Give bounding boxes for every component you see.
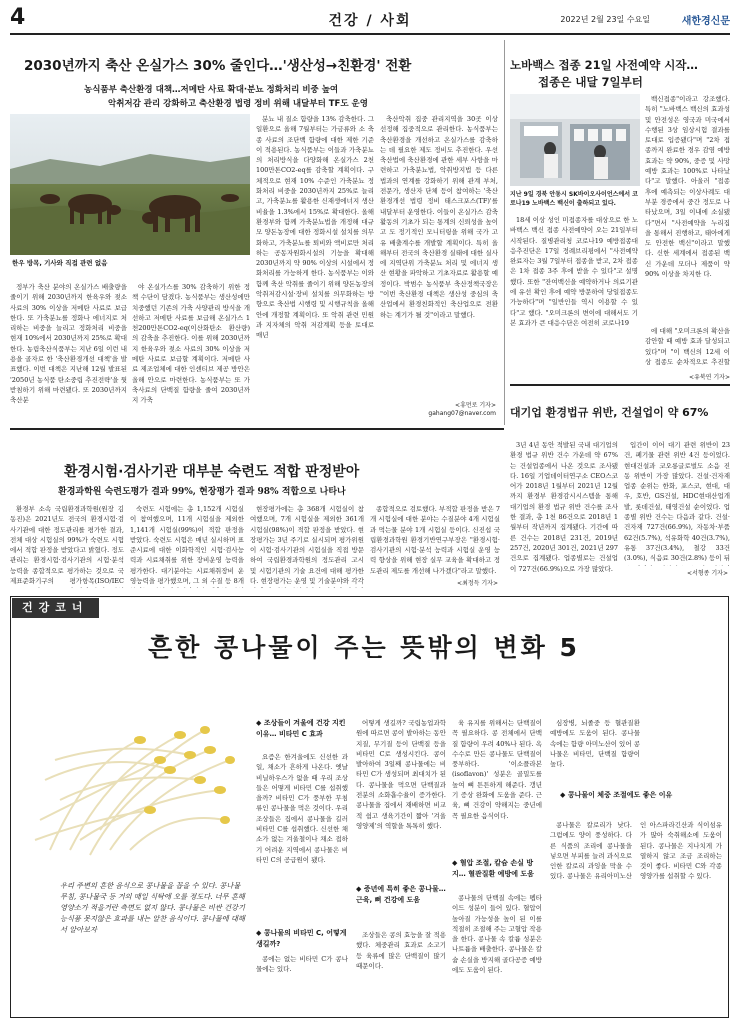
divider-1 (504, 40, 505, 425)
article2-column-right: 백신접종"이라고 강조했다. 특히 "노바백스 백신의 효과성 및 안전성은 영국과 미국에서 수행된 3상 임상시험 결과를 토대로 입증됐다"며 "2차 접종까지 완료한 경우 감염 예방 효과는 약 90%, 중증 및 사망 예방 효과는 100%로 나타났다"고 말했다. 아울러 "접종 후에 예측되는 이상사례도 대부분 경증에서 중간 정도로 나타났으며, 3일 이내에 소실됐다"면서 "사전예약을 누리집을 통해서 진행하고, 태아에게도 안전한 백신"이라고 말했다. 신한 세계에서 접종된 백신 가운데 모더나 제품이 약 90% 이상을 차지한 다. (645, 95, 730, 279)
corner-column-4b: 콩나물은 칼로리가 낮다. 그럼에도 양이 풍성하다. 다른 식품의 조리에 콩나물을 넣으면 부피를 늘려 과식으로 인한 칼로리 과잉을 막을 수 있다. 콩나물은 유리아미노산인 아스파라긴산과 식이섬유가 많아 숙취해소에 도움이 된다. 콩나물은 지나치게 가열하지 않고 조금 조리하는 것이 좋다. 비타민 C와 각종 영양가를 섭취할 수 있다. (550, 821, 722, 881)
article1-byline: <휴먼로 기자> (455, 402, 496, 409)
article3-column-1: 3년 4년 동안 적발된 국내 대기업의 환경 법규 위반 건수 가운데 약 67%는 건설업종에서 나온 것으로 조사됐다. 16일 기업데이터연구소 CEO스코어가 2018년 1월부터 2021년 12월까지 환경부 환경감시시스템을 통해 대기업의 환경 법규 위반 건수를 조사한 결과, 총 1천 86건으로 2018년 1월부터 작년까지 집계됐다. 기간에 따른 건수는 2018년 231건, 2019년 257건, 2020년 301건, 2021년 297건으로 집계됐다. 업종별로는 건설업이 727건(66.9%)으로 가장 많았다. (510, 441, 618, 572)
corner-column-4: 심장병, 뇌졸중 등 혈관질환 예방에도 도움이 된다. 콩나물 속에는 함량 아미노산이 있어 콩나물은 비타민, 단백질 함량이 높다. (550, 719, 640, 769)
article1-email: gahang07@naver.com (428, 410, 496, 417)
article2-column-right-2: 에 대해 "오미크론의 확산을 감안할 때 예방 효과 달성되고 있다"며 "이 백신의 12세 이상 접종도 순차적으로 추진할 (645, 327, 730, 366)
page-number: 4 (10, 5, 26, 30)
article3-title: 대기업 환경법규 위반, 건설업이 약 67% (510, 406, 709, 419)
article1-subtitle-2: 악취저감 관리 강화하고 축산환경 법령 정비 위해 내달부터 TF도 운영 (108, 99, 368, 109)
corner-column-1b: 콩에는 없는 비타민 C가 콩나물에는 있다. (256, 955, 348, 974)
article2-byline: <유북연 기자> (689, 374, 730, 381)
issue-date: 2022년 2월 23일 수요일 (560, 15, 650, 24)
article1-column-2: 야 온실가스를 30% 감축하기 위한 정책 수단이 담겼다. 농식품부는 생산성에만 치중했던 기존의 가축 사양관리 방식을 개선하고 저메탄 사료를 보급해 온실가스 1천200만톤CO2-eq(이산화탄소 환산량)의 감축을 추진한다. 이를 위해 2030년까지 한육우와 젖소 사료의 30% 이상을 저메탄 사료로 보급할 계획이다. 저메탄 사료 제조업체에 대한 인센티브 제공 방안은 올해 안으로 마련한다. 농식품부는 또 가축사료의 단백질 함량을 줄여 2030년까지 가축 (132, 283, 250, 405)
article2-title-2: 접종은 내달 7일부터 (538, 75, 643, 89)
health-corner-tag: 건강코너 (12, 598, 99, 618)
cattle-photo-caption: 한우 방목, 기사와 직접 관련 없음 (12, 259, 108, 267)
bean-sprout-caption: 우리 주변의 흔한 음식으로 콩나물을 꼽을 수 있다. 콩나물 무침, 콩나물국 등 거의 매일 식탁에 오를 정도다. 너무 흔해 영양소가 적을거란 측면도 없지 않다. 콩나물은 비싼 건강기능식품 못지않은 효과를 내는 알찬 음식이다. 콩나물에 대해서 알아보자 (60, 881, 245, 934)
corner-heading-2: ◆ 콩나물의 비타민 C, 어떻게 생길까? (256, 929, 347, 948)
corner-column-2b: 조상들은 콩의 효능을 잘 적용했다. 체중관리 효과로 소고기 등 육류에 많은 단백질이 많기 때문이다. (356, 931, 446, 970)
article4-column-3: 현장평가에는 총 368개 시험실이 참여했으며, 7개 시험실을 제외한 361개 시험실(98%)이 적합 판정을 받았다. 현장평가는 3년 주기로 실시되며 평가위원이 시험·검사기관의 시험실을 직접 방문하여 국립환경과학원의 정도관리 고시 및 시험기관의 기술 요건에 대해 평가한다. 현장평가는 운영 및 기술분야와 각각 (250, 505, 364, 586)
corner-heading-3: ◆ 증년에 특히 좋은 콩나물… 근육, 뼈 건강에 도움 (356, 885, 446, 904)
corner-heading-1: ◆ 조상들이 겨울에 건강 지킨 이유… 비타민 C 효과 (256, 719, 346, 738)
vaccine-photo-caption: 지난 9일 경북 안동시 SK바이오사이언스에서 코로나19 노바백스 백신이 출하되고 있다. (510, 191, 638, 207)
corner-heading-5: ◆ 콩나물이 체중 조절에도 좋은 이유 (560, 791, 673, 799)
article2-title-1: 노바백스 접종 21일 사전예약 시작… (510, 58, 698, 72)
article4-subtitle: 환경과학원 숙련도평가 결과 99%, 현장평가 결과 98% 적합으로 나타나 (58, 487, 346, 497)
corner-column-3b: 콩나물의 단백질 속에는 펩타이드 성분이 들어 있다. 혈압이 높아질 가능성을 높이 된 이를 적절히 조절해 주는 고혈압 작용을 한다. 콩나물 속 칼륨 성분은 나트륨을 배출한다. 콩나물은 칼슘 손실을 방지해 골다공증 예방에도 도움이 된다. (452, 894, 542, 975)
corner-column-2: 어떻게 생길까? 국립농업과학원에 따르면 콩이 발아하는 동안 지질, 무기질 등이 단백질 등을 비타민 C로 생성시킨다. 콩이 발아하여 3일째 콩나물에는 비타민 C가 생성되며 최대치가 된다. 콩나물을 먹으면 단백질과 전분의 소화흡수율이 증가한다. 콩나물을 집에서 재배하면 비교적 쉽고 생육기간이 짧아 '겨울 영양제'의 역할을 톡톡히 했다. (356, 719, 446, 830)
article2-column-left: 18세 이상 성인 미접종자를 대상으로 한 노바백스 백신 접종 사전예약이 오는 21일부터 시작된다. 질병관리청 코로나19 예방접종대응추진단은 17일 정례브리핑에서 "사전예약 완료자는 3월 7일부터 접종을 받고, 2차 접종은 1차 접종 3주 후에 받을 수 있다"고 설명했다. 또한 "잔여백신을 예약하거나 의료기관에 유선 확인 후에 예약 방문하여 당일접종도 가능하다"며 "일반인들 역시 이용할 수 있다"고 했다. "오미크론의 변이에 대해서도 기본 효과가 큰 대응수단은 여전히 코로나19 (510, 216, 638, 327)
corner-column-1: 요즘은 한겨울에도 신선한 과일, 채소가 흔하게 나온다. 옛날 비닐하우스가 없을 때 우리 조상들은 어떻게 비타민 C를 섭취했을까? 비타민 C가 풍부한 무침류인 콩나물을 먹은 것이다. 우리 조상들은 집에서 콩나물을 길러 비타민 C를 섭취했다. 신선한 채소가 없는 겨울철이나 채소 접하기 어려운 지역에서 콩나물은 비타민 C의 공급원이 됐다. (256, 753, 348, 864)
divider-2 (510, 384, 730, 386)
vaccine-image (510, 94, 640, 186)
divider-3 (10, 428, 504, 430)
health-corner-title: 흔한 콩나물이 주는 뜻밖의 변화 5 (148, 633, 580, 662)
vaccine-photo (510, 94, 640, 186)
article4-byline: <최정득 기자> (457, 580, 498, 587)
article4-column-2: 숙련도 시험에는 총 1,152개 시험실이 참여했으며, 11개 시험실을 제외한 1,141개 시험실(99%)이 적합 판정을 받았다. 숙련도 시험은 매년 실시하며 표준시료에 대한 이화학적인 시험·검사능력과 시료채취를 위한 장비운영 능력을 평가한다. 대기분야는 시료채취장비 운영능력을 평가했으며, 그 외 수질 등 8개 (130, 505, 244, 586)
article1-title: 2030년까지 축산 온실가스 30% 줄인다…'생산성→친환경' 전환 (24, 58, 412, 74)
article1-column-4: 축산악취 집중 관리지역을 30곳 이상 선정해 집중적으로 관리한다. 농식품부는 축산환경을 개선하고 온실가스를 감축하는 데 필요한 제도 정비도 추진한다. 우선 축산법에 축산환경에 관한 세부 사항을 마련하고 가축분뇨법, 악취방지법 등 다른 법과의 연계를 강화하기 위해 관계 부처, 전문가, 생산자 단체 등이 참여하는 '축산환경개선 법령 정비 태스크포스(TF)'를 내달부터 운영한다. 이들이 온실가스 감축 활동의 기초가 되는 통계의 신뢰성을 높이고 도 정기적인 모니터링을 위해 국가 고유 배출계수를 개발할 계획이다. 특히 올해부터 전국의 축산환경 실태에 대한 실사에 지역단위 가축분뇨 처리 및 에너지 생산 현황을 파악하고 기초자료로 활용할 예정이다. 박범수 농식품부 축산정책국장은 "이번 축산환경 대책은 생산성 중심의 축산업에서 환경친화적인 축산업으로 전환하는 계기가 될 것"이라고 말했다. (380, 115, 498, 319)
cattle-photo (10, 114, 250, 255)
article4-column-1: 환경부 소속 국립환경과학원(원장 김동진)은 2021년도 전국의 환경시험·검사기관에 대한 정도관리를 평가한 결과, 전체 대상 시험실의 99%가 숙련도 시험에서 적합 판정을 받았다고 밝혔다. 정도관리는 환경시험·검사기관의 시험·분석 능력을 종합적으로 평가하는 것으로 국제표준화기구의 평가항목(ISO/IEC (10, 505, 124, 586)
corner-heading-4: ◆ 혈압 조절, 칼슘 손실 방지… 혈관질환 예방에 도움 (452, 859, 534, 878)
header-rule (10, 33, 730, 35)
bean-sprout-image (30, 700, 240, 860)
article1-column-3: 분뇨 내 질소 함량을 13% 감축한다. 그 일환으로 올해 7월부터는 가금류와 소 축종 사료의 조단백 함량에 대한 제한 기준이 적용된다. 농식품부는 이들과 가축분뇨의 처리방식을 다양화해 온실가스 2천100만톤CO2-eq를 감축할 계획이다. 구체적으로 현재 10% 수준인 가축분뇨 정화처리 비중을 2030년까지 25%로 늘리고, 가축분뇨를 활용한 신재생에너지 생산 비율을 1.3%에서 15%로 확대한다. 올해 환경부와 함께 가축분뇨법을 개정해 대규모 양돈농장에 대한 정화시설 설치를 의무화하고, 가축분뇨를 퇴비와 액비로만 처리하는 공동자원화시설의 기능을 확대해 2030년까지 약 90% 이상의 시설에서 정화처리를 가능하게 한다. 농식품부는 이와 함께 축산 악취를 줄이기 위해 양돈농장의 악취저감시설·장비 설치를 의무화하는 방향으로 축산법 시행령 및 시행규칙을 올해 안에 개정할 계획이다. 또 악취 관련 민원과 지자체의 악취 저감계획 등을 토대로 매년 (256, 115, 374, 340)
article4-column-4: 종합적으로 검토했다. 부적합 판정을 받은 7개 시험실에 대한 분야는 수질분야 4개 시험실과 먹는물 분야 1개 시험실 등이다. 신진섭 국립환경과학원 환경기반연구부장은 "환경시험·검사기관의 시험·분석 능력과 시험실 운영 능력 향상을 위해 현장 실무 교육을 확대하고 정도관리 제도를 개선해 나가겠다"라고 말했다. (370, 505, 500, 575)
article3-byline: <서형종 기자> (687, 570, 728, 577)
article3-column-2: 입간이 이어 대기 관련 위반이 23건, 폐기물 관련 위반 4건 등이었다. 현대건설과 코오롱글로벌도 소음 진동 위반이 가장 많았다. 건설·건자재 업종 순위는 한화, 포스코, 현대, 대우, 호반, GS건설, HDC현대산업개발, 롯데건설, 태영건설 순이었다. 업종별 위반 건수는 다음과 같다. 건설·건자재 727건(66.9%), 자동차·부품 62건(5.7%), 석유화학 40건(3.7%), 유통 37건(3.4%), 철강 33건(3.0%), 식음료 30건(2.8%) 등이 뒤 (624, 441, 730, 563)
article4-title: 환경시험·검사기관 대부분 숙련도 적합 판정받아 (64, 464, 360, 480)
cattle-image (10, 114, 250, 255)
article1-subtitle-1: 농식품부 축산환경 대책…저메탄 사료 확대·분뇨 정화처리 비중 높여 (84, 85, 339, 95)
article1-column-1: 정부가 축산 분야의 온실가스 배출량을 줄이기 위해 2030년까지 한육우와 젖소 사료의 30% 이상을 저메탄 사료로 보급한다. 또 가축분뇨를 정화나 에너지로 처리하는 비중을 늘리고 정화처리 비중을 현재 10%에서 2030년까지 25%로 확대한다. 농림축산식품부는 지난 6일 이런 내용을 골자로 한 '축산환경개선 대책'을 발표했다. 이번 대책은 지난해 12월 발표된 '2050년 농식품 탄소중립 추진전략'을 뒷받침하기 위해 마련됐다. 또 2030년까지 축산분 (10, 283, 127, 405)
section-title: 건강 / 사회 (328, 13, 412, 29)
paper-name: 새한경신문 (681, 16, 730, 27)
corner-column-3: 육 유지를 위해서는 단백질이 꼭 필요하다. 콩 전체에서 단백질 함량이 우려 40%나 된다. 옥수수로 만든 콩나물도 단백질이 풍부하다. '이소플라본(isoflavon)' 성분은 골밀도를 높여 뼈 튼튼하게 해준다. 갱년기 증상 완화에 도움을 준다. 근육, 뼈 건강이 약해지는 중년에 꼭 필요한 음식이다. (452, 719, 542, 820)
bean-sprout-photo (30, 700, 240, 860)
